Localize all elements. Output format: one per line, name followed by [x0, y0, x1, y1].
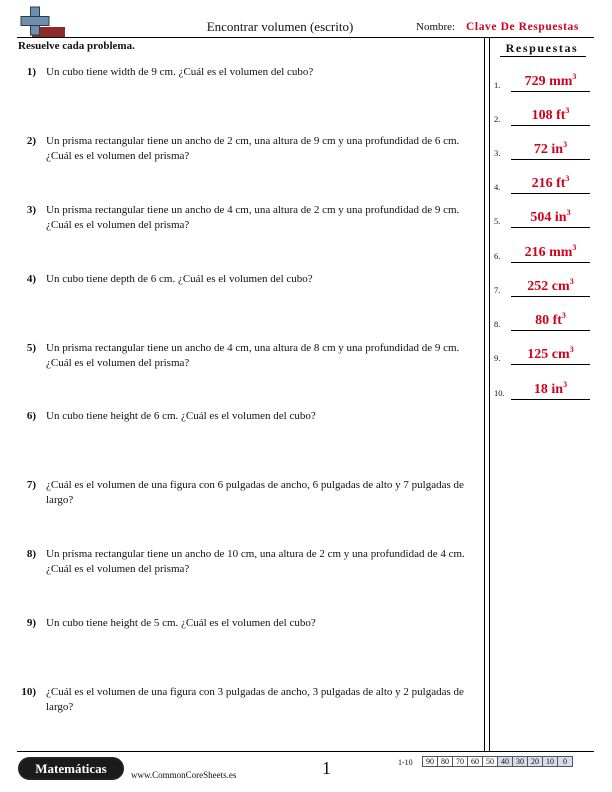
question-text: Un prisma rectangular tiene un ancho de 10 cm, una altura de 2 cm y una profundidad de 4 cm. ¿Cuál es el volumen del prisma?	[46, 548, 465, 575]
answer-number: 8.	[494, 319, 501, 329]
answer-value: 729 $mm^3$	[524, 72, 577, 89]
answer-value: 216 $mm^3$	[524, 243, 577, 260]
question-text: Un prisma rectangular tiene un ancho de 4 cm, una altura de 8 cm y una profundidad de 9 cm. ¿Cuál es el volumen del prisma?	[46, 342, 460, 369]
question-text: Un cubo tiene depth de 6 cm. ¿Cuál es el volumen del cubo?	[46, 273, 313, 285]
footer-rule	[17, 751, 594, 752]
answer-3	[494, 137, 592, 161]
answer-line	[511, 296, 590, 297]
answer-9	[494, 342, 592, 366]
score-cell: 80	[438, 757, 453, 767]
score-cell: 90	[423, 757, 438, 767]
question-text: Un prisma rectangular tiene un ancho de 4 cm, una altura de 2 cm y una profundidad de 9 cm. ¿Cuál es el volumen del prisma?	[46, 204, 460, 231]
answer-value: 80 $ft^3$	[535, 311, 566, 328]
answer-8	[494, 308, 592, 332]
answer-4	[494, 171, 592, 195]
answer-number: 2.	[494, 114, 501, 124]
instructions: Resuelve cada problema.	[18, 40, 135, 52]
answer-line	[511, 193, 590, 194]
answer-number: 7.	[494, 285, 501, 295]
answers-title-rule	[500, 56, 586, 57]
score-cell: 60	[468, 757, 483, 767]
question-text: Un cubo tiene width de 9 cm. ¿Cuál es el volumen del cubo?	[46, 66, 314, 78]
answer-2	[494, 103, 592, 127]
column-divider	[489, 37, 490, 752]
answer-line	[511, 125, 590, 126]
question-text: ¿Cuál es el volumen de una figura con 3 pulgadas de ancho, 3 pulgadas de alto y 2 pulgadas de largo?	[46, 686, 464, 713]
answer-number: 9.	[494, 353, 501, 363]
answer-value: 216 $ft^3$	[531, 174, 570, 191]
question-number: 10)	[21, 686, 36, 698]
worksheet-title: Encontrar volumen (escrito)	[206, 19, 354, 34]
site-url: www.CommonCoreSheets.es	[131, 770, 237, 780]
question-text: Un cubo tiene height de 5 cm. ¿Cuál es el volumen del cubo?	[46, 617, 316, 629]
score-cell: 70	[453, 757, 468, 767]
answer-line	[511, 159, 590, 160]
answer-line	[511, 227, 590, 228]
question-text: ¿Cuál es el volumen de una figura con 6 pulgadas de ancho, 6 pulgadas de alto y 7 pulgadas de largo?	[46, 479, 464, 506]
name-value: Clave De Respuestas	[466, 21, 579, 33]
answer-number: 4.	[494, 182, 501, 192]
answer-value: 108 $ft^3$	[531, 106, 570, 123]
page-number: 1	[322, 758, 331, 778]
answer-value: 125 $cm^3$	[527, 345, 574, 362]
answer-number: 6.	[494, 251, 501, 261]
answer-value: 504 $in^3$	[530, 208, 571, 225]
answer-line	[511, 330, 590, 331]
answer-line	[511, 399, 590, 400]
score-cell: 0	[558, 757, 573, 767]
score-cell: 30	[513, 757, 528, 767]
answer-number: 5.	[494, 216, 501, 226]
name-label: Nombre:	[416, 21, 456, 33]
score-table	[422, 756, 573, 767]
question-text: Un cubo tiene height de 6 cm. ¿Cuál es el volumen del cubo?	[46, 410, 316, 422]
answer-value: 18 $in^3$	[533, 380, 568, 397]
subject-badge: Matemáticas	[18, 757, 124, 780]
score-cell: 40	[498, 757, 513, 767]
question-text: Un prisma rectangular tiene un ancho de 2 cm, una altura de 9 cm y una profundidad de 6 cm. ¿Cuál es el volumen del prisma?	[46, 135, 460, 162]
answer-5	[494, 205, 592, 229]
answer-number: 1.	[494, 80, 501, 90]
question-number: 4)	[26, 273, 36, 285]
answer-value: 252 $cm^3$	[527, 277, 574, 294]
answer-10	[494, 377, 592, 401]
score-range-label: 1-10	[398, 758, 413, 767]
answer-line	[511, 262, 590, 263]
question-number: 5)	[26, 342, 36, 354]
question-number: 3)	[26, 204, 36, 216]
question-number: 2)	[26, 135, 36, 147]
answer-1	[494, 69, 592, 93]
question-number: 8)	[26, 548, 36, 560]
answer-7	[494, 274, 592, 298]
score-cell: 50	[483, 757, 498, 767]
header-rule	[17, 37, 594, 38]
plus-minus-logo-icon	[18, 5, 68, 41]
answer-line	[511, 91, 590, 92]
answer-value: 72 $in^3$	[533, 140, 568, 157]
answer-number: 3.	[494, 148, 501, 158]
score-cell: 10	[543, 757, 558, 767]
question-number: 7)	[26, 479, 36, 491]
question-number: 6)	[26, 410, 36, 422]
question-number: 1)	[26, 66, 36, 78]
column-divider	[484, 37, 485, 752]
answer-line	[511, 364, 590, 365]
answers-title: Respuestas	[505, 41, 579, 55]
answer-number: 10.	[494, 388, 505, 398]
answer-6	[494, 240, 592, 264]
question-number: 9)	[26, 617, 36, 629]
score-cell: 20	[528, 757, 543, 767]
